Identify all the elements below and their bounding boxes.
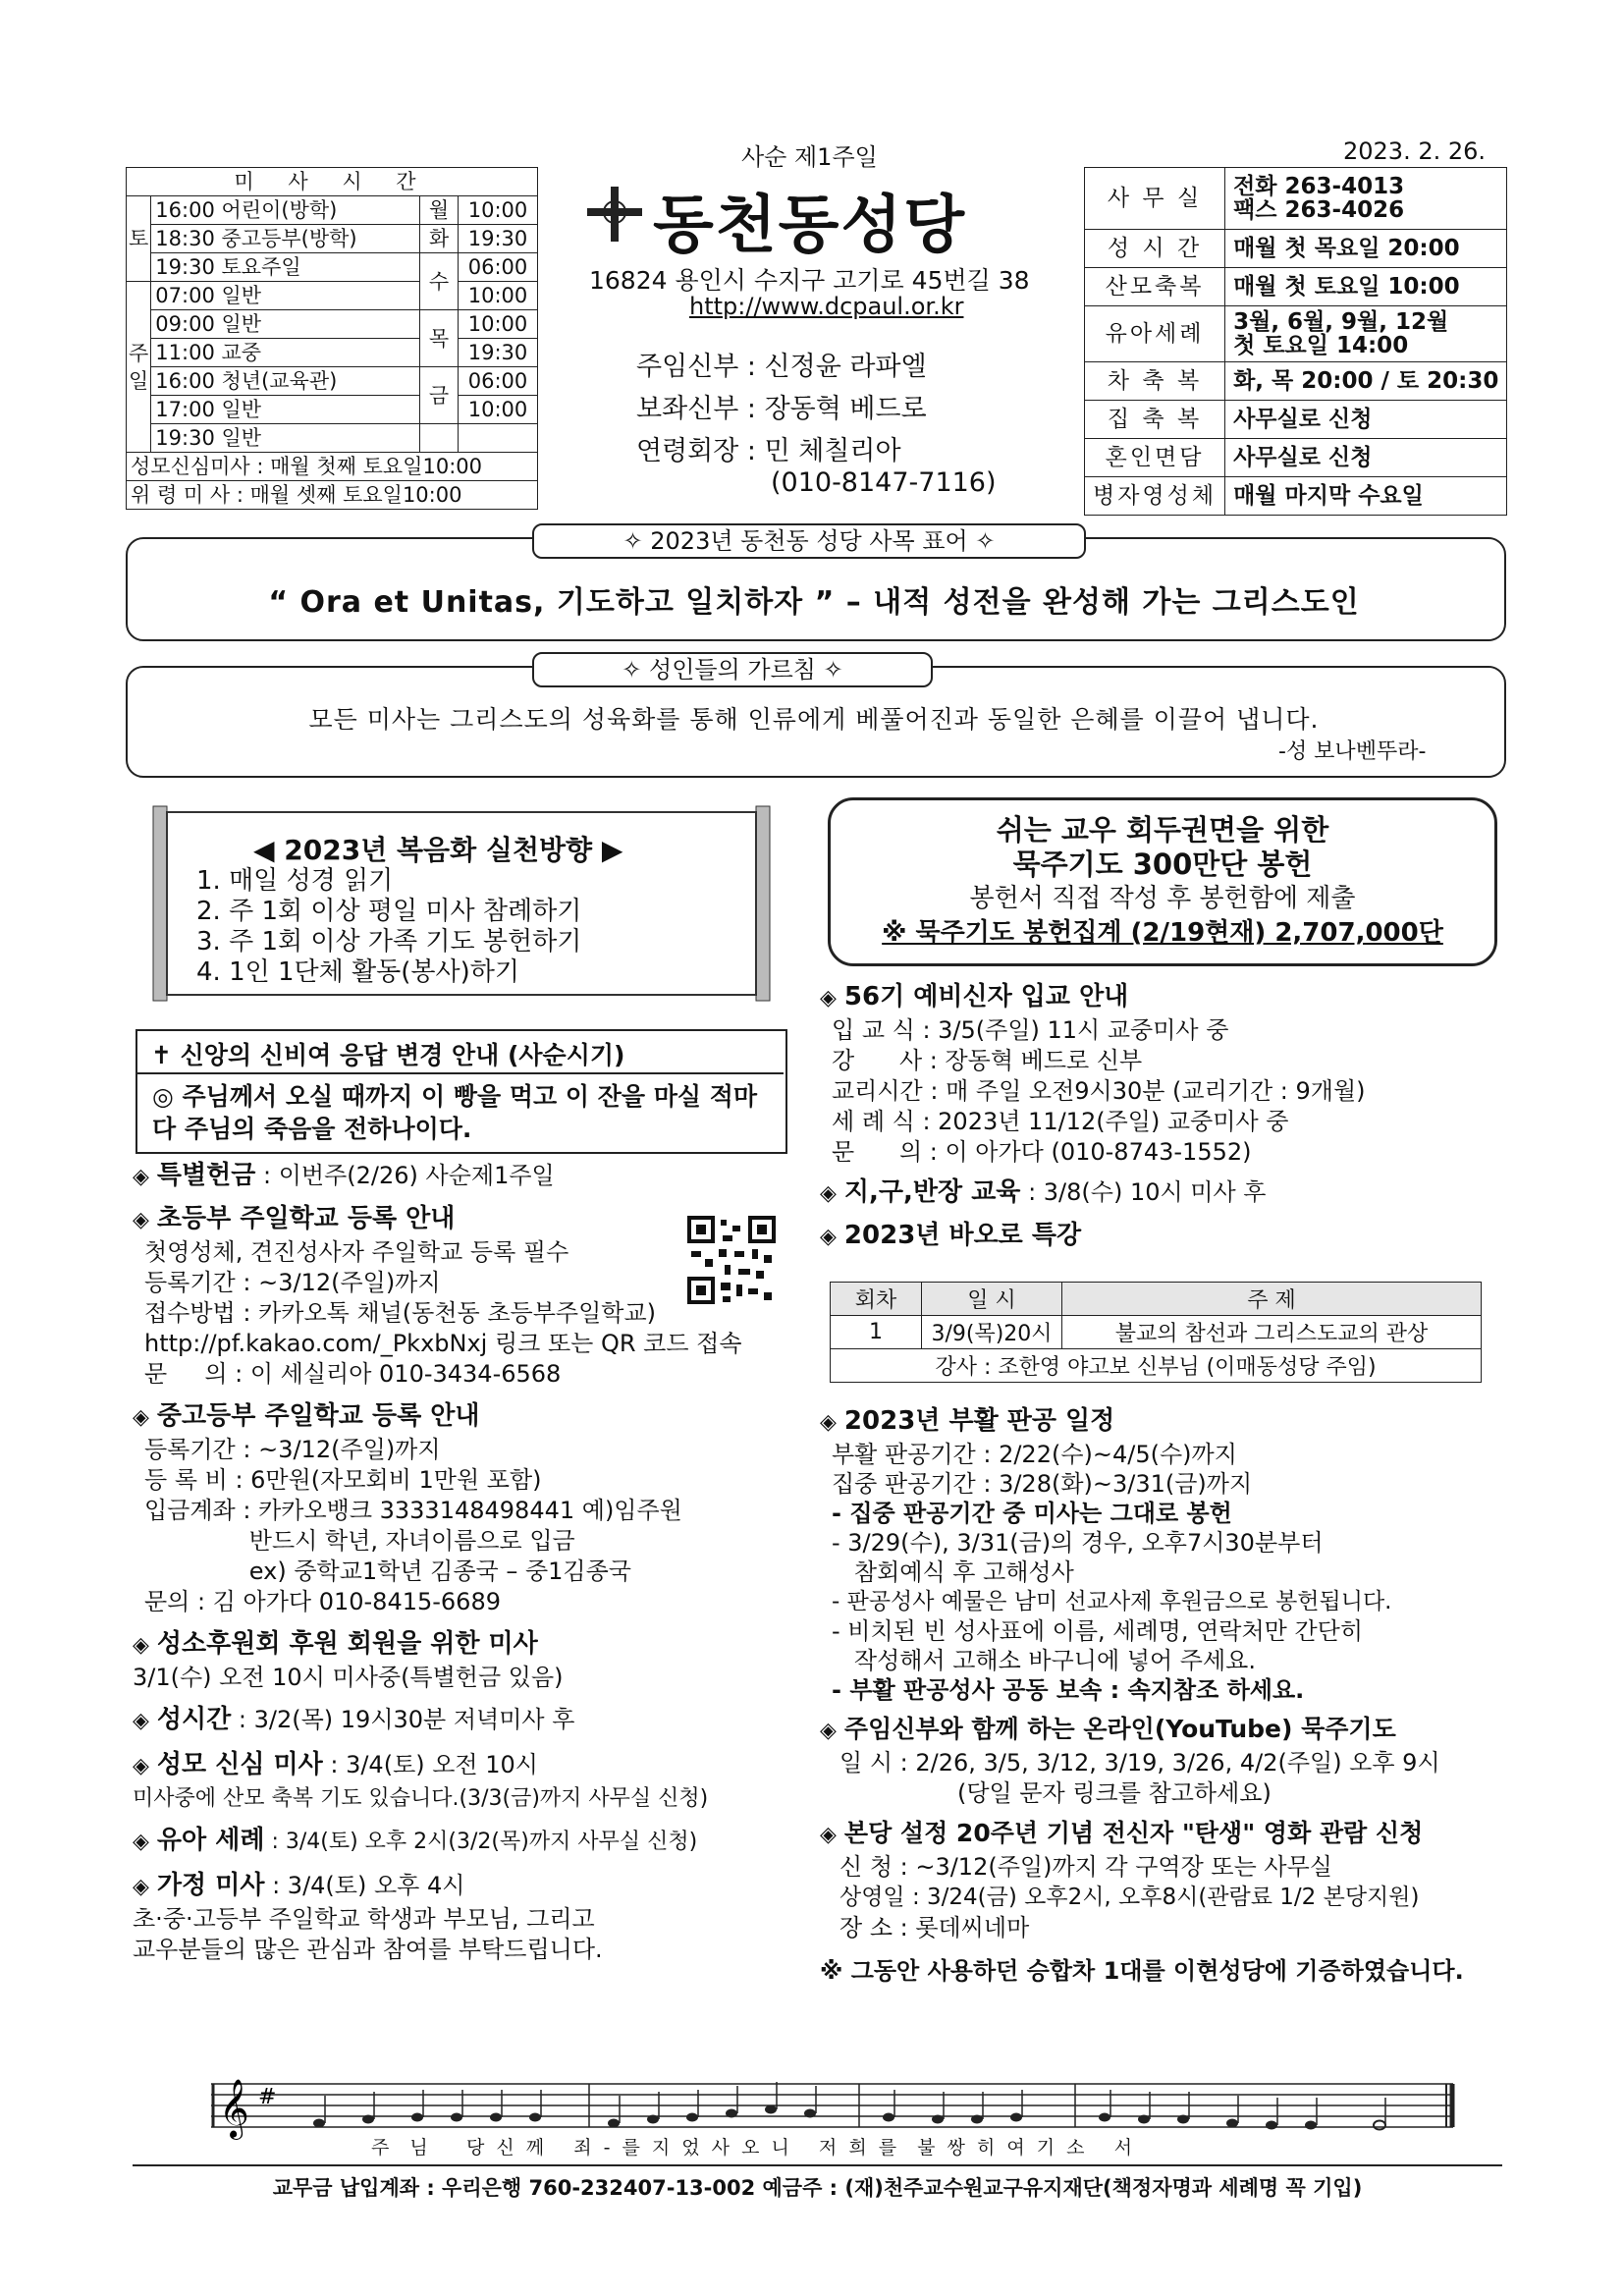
notice-family-mass: ◈ 가정 미사 : 3/4(토) 오후 4시 초·중·고등부 주일학교 학생과 부모님, 그리고 교우분들의 많은 관심과 참여를 부탁드립니다. (133, 1871, 603, 1963)
notice-holy-hour: ◈ 성시간 : 3/2(목) 19시30분 저녁미사 후 (133, 1705, 575, 1734)
pauline-lecture-table: 회차 일 시 주 제 1 3/9(목)20시 불교의 참선과 그리스도교의 관상 강사 : 조한영 야고보 신부님 (이매동성당 주임) (830, 1282, 1482, 1383)
right-notices (820, 980, 1507, 1254)
svg-text:#: # (258, 2085, 277, 2109)
monthly-mass: 성모신심미사 : 매월 첫째 토요일10:00 (127, 453, 538, 481)
list-item: 4. 1인 1단체 활동(봉사)하기 (196, 957, 520, 987)
parish-logo (585, 185, 644, 247)
gospel-title: ◀ 2023년 복음화 실천방향 ▶ (253, 834, 623, 866)
faith-title: ✝ 신앙의 신비여 응답 변경 안내 (사순시기) (151, 1041, 625, 1069)
cross-logo-icon (585, 185, 644, 244)
notice-movie-screening: ◈ 본당 설정 20주년 기념 전신자 "탄생" 영화 관람 신청 신 청 : ~3/12(주일)까지 각 구역장 또는 사무실 상영일 : 3/24(금) 오후2시, 오후8시(관람료 1/2 본당지원) 장 소 : 롯데씨네마 (820, 1819, 1424, 1941)
rosary-text: 쉬는 교우 회두권면을 위한 묵주기도 300만단 봉헌 봉헌서 직접 작성 후 봉헌함에 제출 ※ 묵주기도 봉헌집계 (2/19현재) 2,707,000단 (882, 813, 1443, 948)
notice-leaders-education: ◈ 지,구,반장 교육 : 3/8(수) 10시 미사 후 (820, 1177, 1267, 1207)
notice-easter-confession: ◈ 2023년 부활 판공 일정 부활 판공기간 : 2/22(수)~4/5(수)까지 집중 판공기간 : 3/28(화)~3/31(금)까지 - 집중 판공기간 중 미사는 그대로 봉헌 - 3/29(수), 3/31(금)의 경우, 오후7시30분부터 참회예식 후 고해성사 - 판공성사 예물은 남미 선교사제 후원금으로 봉헌됩니다. - 비치된 빈 성사표에 이름, 세례명, 연락처만 간단히 작성해서 고해소 바구니에 넣어 주세요. - 부활 판공성사 공동 보속 : 속지참조 하세요. (820, 1406, 1392, 1704)
left-notices (133, 1159, 781, 1965)
parish-address: 16824 용인시 수지구 고기로 45번길 38 (589, 266, 1030, 295)
list-item: 3. 주 1회 이상 가족 기도 봉헌하기 (196, 927, 582, 957)
gospel-list (196, 866, 581, 988)
office-info-table: 사 무 실 전화 263-4013 팩스 263-4026 성 시 간 매월 첫 목요일 20:00 산모축복 매월 첫 토요일 10:00 유아세례 3월, 6월, 9월, 12월 첫 토요일 14:00 차 축 복 화, 목 20:00 / 토 20:30 집 축 복 사무실로 신청 혼인면담 사무실로 신청 병자영성체 매월 마지막 수요일 (1084, 167, 1507, 516)
parish-name: 동천동성당 (653, 190, 967, 262)
parish-staff: 주임신부 : 신정윤 라파엘 보좌신부 : 장동혁 베드로 연령회장 : 민 체칠리아 (636, 352, 927, 466)
sunday-label: 주일 (127, 282, 151, 453)
motto-text: “ Ora et Unitas, 기도하고 일치하자 ” – 내적 성전을 완성해 가는 그리스도인 (268, 585, 1360, 620)
notice-middle-high-school: ◈ 중고등부 주일학교 등록 안내 등록기간 : ~3/12(주일)까지 등 록 비 : 6만원(자모회비 1만원 포함) 입금계좌 : 카카오뱅크 3333148498441 예)임주원 반드시 학년, 자녀이름으로 입금 ex) 중학교1학년 김종국 – 중1김종국 문의 : 김 아가다 010-8415-6689 (133, 1401, 682, 1615)
notice-elementary-school: ◈ 초등부 주일학교 등록 안내 첫영성체, 견진성사자 주일학교 등록 필수 등록기간 : ~3/12(주일)까지 접수방법 : 카카오톡 채널(동천동 초등부주일학교) http://pf.kakao.com/_PkxbNxj 링크 또는 QR 코드 접속 문 의 : 이 세실리아 010-3434-6568 (133, 1204, 742, 1388)
notice-pauline-lecture: ◈ 2023년 바오로 특강 (820, 1221, 1082, 1250)
notice-marian-mass: ◈ 성모 신심 미사 : 3/4(토) 오전 10시 미사중에 산모 축복 기도 있습니다.(3/3(금)까지 사무실 신청) (133, 1750, 709, 1811)
music-lyrics: 주 님 당 신 께 죄 - 를 지 었 사 오 니 저 희 를 불 쌍 히 여 기 소 서 (371, 2137, 1135, 2159)
footer-account: 교무금 납입계좌 : 우리은행 760-232407-13-002 예금주 : (재)천주교수원교구유지재단(책정자명과 세례명 꼭 기입) (272, 2176, 1363, 2200)
list-item: 2. 주 1회 이상 평일 미사 참례하기 (196, 897, 582, 926)
funeral-phone: (010-8147-7116) (771, 467, 997, 498)
motto-label: ✧ 2023년 동천동 성당 사목 표어 ✧ (532, 523, 1086, 559)
saturday-label: 토 (127, 196, 151, 282)
monthly-mass: 위 령 미 사 : 매월 셋째 토요일10:00 (127, 481, 538, 510)
faith-response: ◎ 주님께서 오실 때까지 이 빵을 먹고 이 잔을 마실 적마다 주님의 죽음을 전하나이다. (152, 1082, 758, 1143)
right-notices-lower (820, 1404, 1507, 1986)
saints-quote: 모든 미사는 그리스도의 성육화를 통해 인류에게 베풀어진과 동일한 은혜를 이끌어 냅니다. (308, 705, 1320, 734)
parish-url[interactable]: http://www.dcpaul.or.kr (689, 293, 964, 320)
notice-vocation-mass: ◈ 성소후원회 후원 회원을 위한 미사 3/1(수) 오전 10시 미사중(특별헌금 있음) (133, 1629, 564, 1691)
qr-code[interactable] (687, 1216, 776, 1308)
svg-text:𝄞: 𝄞 (219, 2079, 249, 2138)
notice-catechumen: ◈ 56기 예비신자 입교 안내 입 교 식 : 3/5(주일) 11시 교중미사 중 강 사 : 장동혁 베드로 신부 교리시간 : 매 주일 오전9시30분 (교리기간 : 9개월) 세 례 식 : 2023년 11/12(주일) 교중미사 중 문 의 : 이 아가다 (010-8743-1552) (820, 982, 1366, 1166)
list-item: 1. 매일 성경 읽기 (196, 866, 394, 896)
notice-infant-baptism: ◈ 유아 세례 : 3/4(토) 오후 2시(3/2(목)까지 사무실 신청) (133, 1826, 698, 1855)
liturgical-week: 사순 제1주일 (741, 143, 878, 171)
donation-note: ※ 그동안 사용하던 승합차 1대를 이현성당에 기증하였습니다. (820, 1957, 1464, 1985)
mass-schedule-title: 미 사 시 간 (127, 168, 538, 196)
notice-special-offering: ◈ 특별헌금 : 이번주(2/26) 사순제1주일 (133, 1161, 555, 1190)
saints-label: ✧ 성인들의 가르침 ✧ (532, 652, 933, 687)
saints-author: -성 보나벤뚜라- (1278, 739, 1427, 764)
notice-online-rosary: ◈ 주임신부와 함께 하는 온라인(YouTube) 묵주기도 일 시 : 2/26, 3/5, 3/12, 3/19, 3/26, 4/2(주일) 오후 9시 (당일 문자 링크를 참고하세요) (820, 1715, 1440, 1807)
bulletin-date: 2023. 2. 26. (1343, 137, 1487, 165)
mass-schedule-table: 미 사 시 간 토 16:00 어린이(방학) 월 10:00 18:30 중고등부(방학) 화 19:30 19:30 토요주일 수 06:00 주일 07:00 일반 10:00 09:00 일반 목 10:00 11:00 교중 19:30 16:00 청년(교육관) 금 06:00 17:00 일반 10:00 19:30 일반 성모신심미사 : 매월 첫째 토요일10:00 위 령 미 사 : 매월 셋째 토요일10:00 (126, 167, 538, 510)
